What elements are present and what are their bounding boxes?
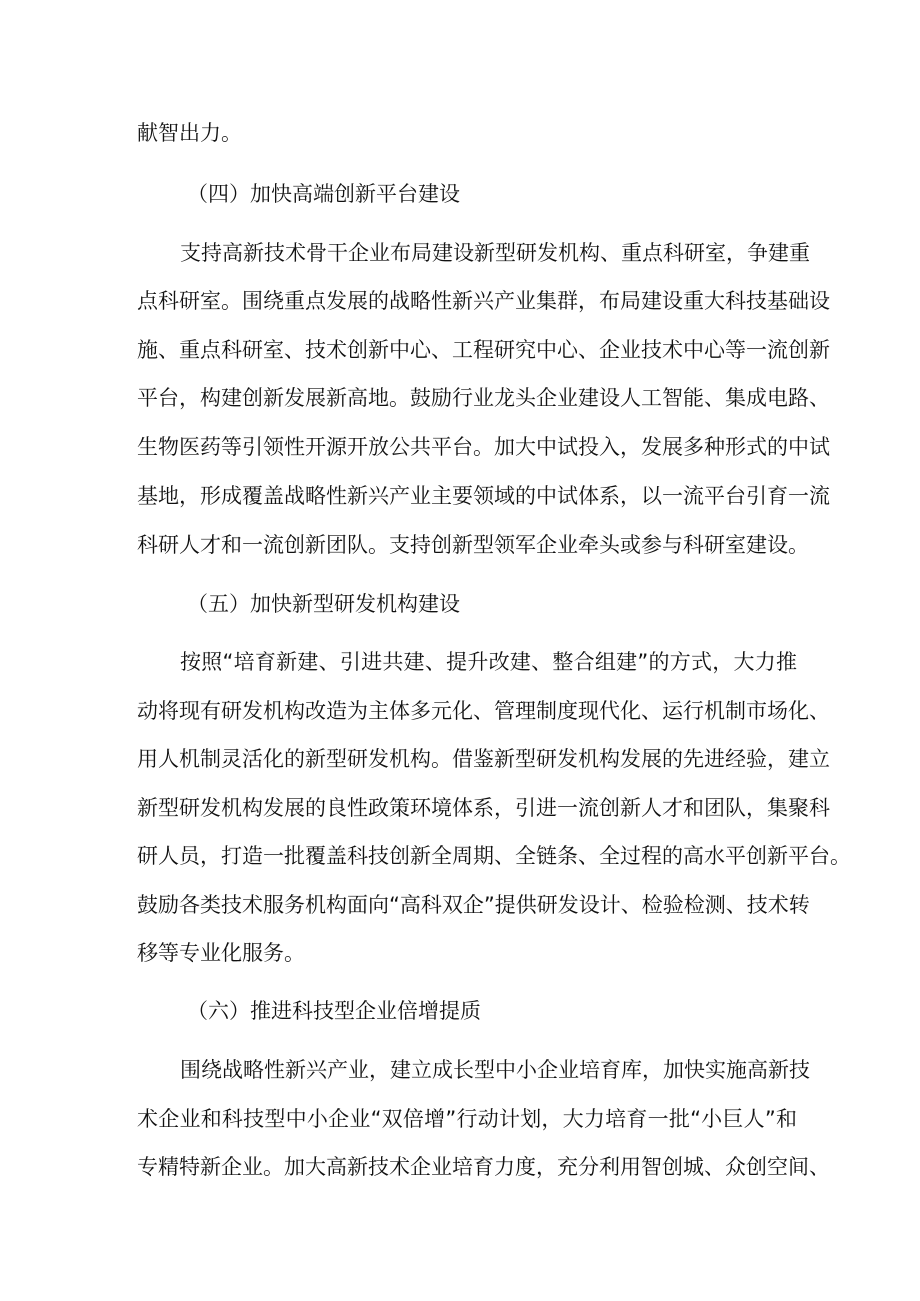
paragraph-line: 鼓励各类技术服务机构面向“高科双企”提供研发设计、检验检测、技术转 bbox=[137, 893, 810, 917]
paragraph-line: 按照“培育新建、引进共建、提升改建、整合组建”的方式，大力推 bbox=[180, 650, 797, 674]
paragraph-line: 基地，形成覆盖战略性新兴产业主要领域的中试体系，以一流平台引育一流 bbox=[137, 484, 830, 508]
paragraph-line: 平台，构建创新发展新高地。鼓励行业龙头企业建设人工智能、集成电路、 bbox=[137, 386, 830, 410]
paragraph-line: 研人员，打造一批覆盖科技创新全周期、全链条、全过程的高水平创新平台。 bbox=[137, 844, 851, 868]
paragraph-line: 献智出力。 bbox=[137, 121, 242, 145]
paragraph-line: 用人机制灵活化的新型研发机构。借鉴新型研发机构发展的先进经验，建立 bbox=[137, 747, 830, 771]
paragraph-line: 专精特新企业。加大高新技术企业培育力度，充分利用智创城、众创空间、 bbox=[137, 1155, 830, 1179]
paragraph-line: 支持高新技术骨干企业布局建设新型研发机构、重点科研室，争建重 bbox=[180, 241, 810, 265]
paragraph-line: 科研人才和一流创新团队。支持创新型领军企业牵头或参与科研室建设。 bbox=[137, 533, 809, 557]
paragraph-line: 施、重点科研室、技术创新中心、工程研究中心、企业技术中心等一流创新 bbox=[137, 338, 830, 362]
paragraph-line: 新型研发机构发展的良性政策环境体系，引进一流创新人才和团队，集聚科 bbox=[137, 796, 830, 820]
section-heading-5: （五）加快新型研发机构建设 bbox=[187, 592, 460, 616]
paragraph-line: 术企业和科技型中小企业“双倍增”行动计划，大力培育一批“小巨人”和 bbox=[137, 1107, 797, 1131]
paragraph-line: 点科研室。围绕重点发展的战略性新兴产业集群，布局建设重大科技基础设 bbox=[137, 289, 830, 313]
paragraph-line: 移等专业化服务。 bbox=[137, 941, 305, 965]
paragraph-line: 生物医药等引领性开源开放公共平台。加大中试投入，发展多种形式的中试 bbox=[137, 435, 830, 459]
paragraph-line: 围绕战略性新兴产业，建立成长型中小企业培育库，加快实施高新技 bbox=[180, 1058, 810, 1082]
section-heading-6: （六）推进科技型企业倍增提质 bbox=[187, 999, 481, 1023]
section-heading-4: （四）加快高端创新平台建设 bbox=[187, 182, 460, 206]
paragraph-line: 动将现有研发机构改造为主体多元化、管理制度现代化、运行机制市场化、 bbox=[137, 699, 830, 723]
